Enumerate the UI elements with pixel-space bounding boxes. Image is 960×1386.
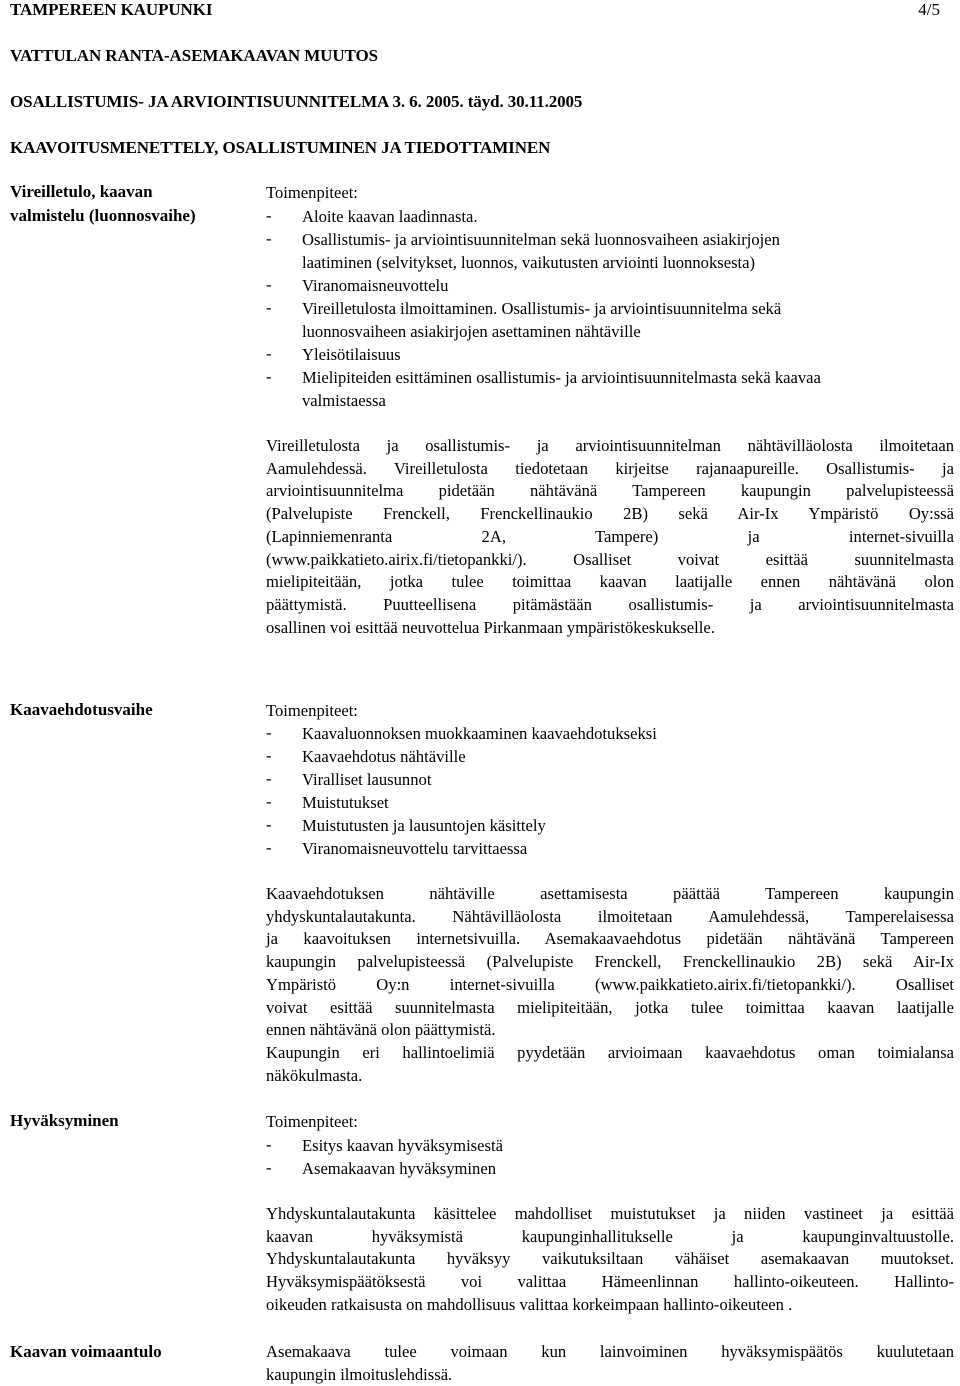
paragraph-line: kaupungin palvelupisteessä (Palvelupiste Frenckell, Frenckellinaukio 2B) sekä Air-Ix — [266, 952, 954, 972]
bullet-dash: - — [266, 1135, 272, 1154]
paragraph-line: (Palvelupiste Frenckell, Frenckellinaukio 2B) sekä Air-Ix Ympäristö Oy:ssä — [266, 504, 954, 524]
phase3-label: Hyväksyminen — [10, 1111, 119, 1130]
paragraph-line: kaavan hyväksymistä kaupunginhallitukselle ja kaupunginvaltuustolle. — [266, 1226, 954, 1246]
bullet-dash: - — [266, 206, 272, 225]
phase3-paragraph — [266, 1203, 954, 1317]
paragraph-line: Vireilletulosta ja osallistumis- ja arviointisuunnitelman nähtävilläolosta ilmoitetaan — [266, 436, 954, 455]
bullet-dash: - — [266, 1158, 272, 1177]
paragraph-line: oikeuden ratkaisusta on mahdollisuus valittaa korkeimpaan hallinto-oikeuteen . — [266, 1294, 793, 1314]
paragraph-line: Kaupungin eri hallintoelimiä pyydetään arvioimaan kaavaehdotus oman toimialansa — [266, 1042, 954, 1062]
phase1-paragraph — [266, 435, 954, 639]
paragraph-line: (Lapinniemenranta 2A, Tampere) ja internet-sivuilla — [266, 526, 954, 546]
phase4-paragraph — [266, 1341, 954, 1386]
bullet-dash: - — [266, 723, 272, 742]
bullet-dash: - — [266, 792, 272, 811]
phase1-item2-line1: Osallistumis- ja arviointisuunnitelman sekä luonnosvaiheen asiakirjojen — [302, 230, 780, 249]
phase3-actions-title: Toimenpiteet: — [266, 1112, 358, 1131]
phase2-actions-title: Toimenpiteet: — [266, 701, 358, 720]
paragraph-line: ja kaavoituksen internetsivuilla. Asemakaavaehdotus pidetään nähtävänä Tampereen — [266, 929, 954, 949]
bullet-dash: - — [266, 815, 272, 834]
paragraph-line: yhdyskuntalautakunta. Nähtävilläolosta ilmoitetaan Aamulehdessä, Tamperelaisessa — [266, 906, 954, 926]
phase2-paragraph — [266, 883, 954, 1087]
paragraph-line: Ympäristö Oy:n internet-sivuilla (www.paikkatieto.airix.fi/tietopankki/). Osalliset — [266, 974, 954, 994]
paragraph-line: Asemakaava tulee voimaan kun lainvoiminen hyväksymispäätös kuulutetaan — [266, 1342, 954, 1361]
paragraph-line: ennen nähtävänä olon päättymistä. — [266, 1020, 496, 1040]
phase4-label: Kaavan voimaantulo — [10, 1342, 162, 1361]
phase1-label-line2: valmistelu (luonnosvaihe) — [10, 206, 196, 225]
paragraph-line: mielipiteitään, jotka tulee toimittaa kaavan laatijalle ennen nähtävänä olon — [266, 572, 954, 592]
phase3-item: Esitys kaavan hyväksymisestä — [302, 1136, 503, 1155]
paragraph-line: näkökulmasta. — [266, 1065, 363, 1085]
paragraph-line: voivat esittää suunnitelmasta mielipiteitään, jotka tulee toimittaa kaavan laatijalle — [266, 997, 954, 1017]
page-number: 4/5 — [918, 0, 940, 19]
phase1-item1: Aloite kaavan laadinnasta. — [302, 207, 478, 226]
bullet-dash: - — [266, 275, 272, 294]
phase3-item: Asemakaavan hyväksyminen — [302, 1159, 496, 1178]
phase1-label-line1: Vireilletulo, kaavan — [10, 182, 153, 201]
phase2-item: Kaavaehdotus nähtäville — [302, 747, 466, 766]
paragraph-line: arviointisuunnitelma pidetään nähtävänä Tampereen kaupungin palvelupisteessä — [266, 481, 954, 501]
paragraph-line: Yhdyskuntalautakunta käsittelee mahdolliset muistutukset ja niiden vastineet ja esittää — [266, 1204, 954, 1223]
paragraph-line: osallinen voi esittää neuvottelua Pirkanmaan ympäristökeskukselle. — [266, 617, 715, 637]
phase2-item: Muistutusten ja lausuntojen käsittely — [302, 816, 546, 835]
bullet-dash: - — [266, 367, 272, 386]
phase1-actions-title: Toimenpiteet: — [266, 183, 358, 202]
phase2-item: Viralliset lausunnot — [302, 770, 432, 789]
bullet-dash: - — [266, 769, 272, 788]
phase1-item4-line1: Vireilletulosta ilmoittaminen. Osallistumis- ja arviointisuunnitelma sekä — [302, 299, 782, 318]
plan-title: VATTULAN RANTA-ASEMAKAAVAN MUUTOS — [10, 46, 378, 65]
paragraph-line: päättymistä. Puutteellisena pitämästään osallistumis- ja arviointisuunnitelmasta — [266, 594, 954, 614]
bullet-dash: - — [266, 229, 272, 248]
phase2-item: Kaavaluonnoksen muokkaaminen kaavaehdotukseksi — [302, 724, 657, 743]
phase1-item2-line2: laatiminen (selvitykset, luonnos, vaikutusten arviointi luonnoksesta) — [302, 253, 756, 272]
paragraph-line: Kaavaehdotuksen nähtäville asettamisesta päättää Tampereen kaupungin — [266, 884, 954, 903]
phase1-item6-line1: Mielipiteiden esittäminen osallistumis- ja arviointisuunnitelmasta sekä kaavaa — [302, 368, 821, 387]
phase1-item6-line2: valmistaessa — [302, 391, 386, 410]
org-name: TAMPEREEN KAUPUNKI — [10, 0, 213, 19]
phase1-item3: Viranomaisneuvottelu — [302, 276, 449, 295]
bullet-dash: - — [266, 298, 272, 317]
phase1-item5: Yleisötilaisuus — [302, 345, 401, 364]
section-title: KAAVOITUSMENETTELY, OSALLISTUMINEN JA TIEDOTTAMINEN — [10, 138, 551, 157]
paragraph-line: (www.paikkatieto.airix.fi/tietopankki/). Osalliset voivat esittää suunnitelmasta — [266, 549, 954, 569]
paragraph-line: Aamulehdessä. Vireilletulosta tiedotetaan kirjeitse rajanaapureille. Osallistumis- ja — [266, 458, 954, 478]
paragraph-line: kaupungin ilmoituslehdissä. — [266, 1364, 453, 1384]
bullet-dash: - — [266, 746, 272, 765]
bullet-dash: - — [266, 838, 272, 857]
paragraph-line: Hyväksymispäätöksestä voi valittaa Hämeenlinnan hallinto-oikeuteen. Hallinto- — [266, 1272, 954, 1292]
paragraph-line: Yhdyskuntalautakunta hyväksyy vaikutuksiltaan vähäiset asemakaavan muutokset. — [266, 1249, 954, 1269]
phase2-label: Kaavaehdotusvaihe — [10, 700, 153, 719]
bullet-dash: - — [266, 344, 272, 363]
phase2-item: Muistutukset — [302, 793, 389, 812]
phase1-item4-line2: luonnosvaiheen asiakirjojen asettaminen nähtäville — [302, 322, 641, 341]
phase2-item: Viranomaisneuvottelu tarvittaessa — [302, 839, 528, 858]
document-title: OSALLISTUMIS- JA ARVIOINTISUUNNITELMA 3. 6. 2005. täyd. 30.11.2005 — [10, 92, 583, 111]
